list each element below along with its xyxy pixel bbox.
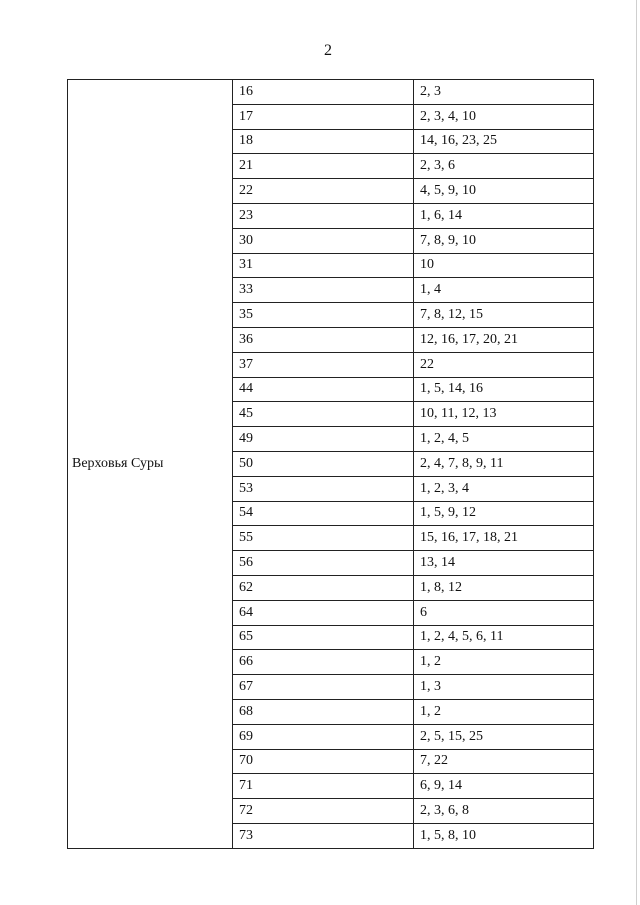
row-values-cell: 1, 8, 12 <box>414 575 594 600</box>
row-number-cell: 66 <box>233 650 414 675</box>
row-values-cell: 7, 8, 12, 15 <box>414 303 594 328</box>
row-values-cell: 10 <box>414 253 594 278</box>
row-values-cell: 15, 16, 17, 18, 21 <box>414 526 594 551</box>
row-values-cell: 2, 3, 4, 10 <box>414 104 594 129</box>
table-row <box>68 80 594 105</box>
row-values-cell: 1, 2, 4, 5 <box>414 427 594 452</box>
row-number-cell: 36 <box>233 327 414 352</box>
row-number-cell: 21 <box>233 154 414 179</box>
row-values-cell: 14, 16, 23, 25 <box>414 129 594 154</box>
row-number-cell: 71 <box>233 774 414 799</box>
row-number-cell: 65 <box>233 625 414 650</box>
row-number-cell: 70 <box>233 749 414 774</box>
row-values-cell: 22 <box>414 352 594 377</box>
row-values-cell: 1, 4 <box>414 278 594 303</box>
row-values-cell: 4, 5, 9, 10 <box>414 179 594 204</box>
row-number-cell: 72 <box>233 799 414 824</box>
row-number-cell: 67 <box>233 675 414 700</box>
row-number-cell: 54 <box>233 501 414 526</box>
row-values-cell: 1, 2, 4, 5, 6, 11 <box>414 625 594 650</box>
page-number: 2 <box>324 42 332 59</box>
row-number-cell: 22 <box>233 179 414 204</box>
row-values-cell: 1, 6, 14 <box>414 203 594 228</box>
row-values-cell: 10, 11, 12, 13 <box>414 402 594 427</box>
row-values-cell: 7, 22 <box>414 749 594 774</box>
row-number-cell: 69 <box>233 724 414 749</box>
row-number-cell: 53 <box>233 476 414 501</box>
row-values-cell: 1, 5, 9, 12 <box>414 501 594 526</box>
row-number-cell: 62 <box>233 575 414 600</box>
data-table <box>67 79 594 849</box>
row-values-cell: 7, 8, 9, 10 <box>414 228 594 253</box>
row-number-cell: 23 <box>233 203 414 228</box>
row-number-cell: 35 <box>233 303 414 328</box>
row-values-cell: 6 <box>414 600 594 625</box>
row-values-cell: 1, 3 <box>414 675 594 700</box>
row-number-cell: 37 <box>233 352 414 377</box>
row-number-cell: 45 <box>233 402 414 427</box>
row-values-cell: 2, 4, 7, 8, 9, 11 <box>414 451 594 476</box>
row-number-cell: 50 <box>233 451 414 476</box>
row-number-cell: 64 <box>233 600 414 625</box>
row-values-cell: 13, 14 <box>414 551 594 576</box>
row-number-cell: 56 <box>233 551 414 576</box>
row-values-cell: 2, 3, 6, 8 <box>414 799 594 824</box>
row-values-cell: 2, 3, 6 <box>414 154 594 179</box>
row-values-cell: 2, 5, 15, 25 <box>414 724 594 749</box>
region-cell: Верховья Суры <box>68 80 233 849</box>
row-number-cell: 73 <box>233 823 414 848</box>
row-number-cell: 30 <box>233 228 414 253</box>
row-number-cell: 16 <box>233 80 414 105</box>
row-number-cell: 68 <box>233 699 414 724</box>
row-number-cell: 44 <box>233 377 414 402</box>
row-number-cell: 49 <box>233 427 414 452</box>
row-values-cell: 6, 9, 14 <box>414 774 594 799</box>
row-values-cell: 2, 3 <box>414 80 594 105</box>
row-number-cell: 31 <box>233 253 414 278</box>
table-body <box>68 80 594 849</box>
row-values-cell: 1, 2 <box>414 650 594 675</box>
row-values-cell: 1, 5, 8, 10 <box>414 823 594 848</box>
scan-edge-line <box>636 0 637 905</box>
row-number-cell: 18 <box>233 129 414 154</box>
row-values-cell: 1, 2 <box>414 699 594 724</box>
row-values-cell: 1, 2, 3, 4 <box>414 476 594 501</box>
row-number-cell: 33 <box>233 278 414 303</box>
row-number-cell: 55 <box>233 526 414 551</box>
row-values-cell: 1, 5, 14, 16 <box>414 377 594 402</box>
row-values-cell: 12, 16, 17, 20, 21 <box>414 327 594 352</box>
row-number-cell: 17 <box>233 104 414 129</box>
